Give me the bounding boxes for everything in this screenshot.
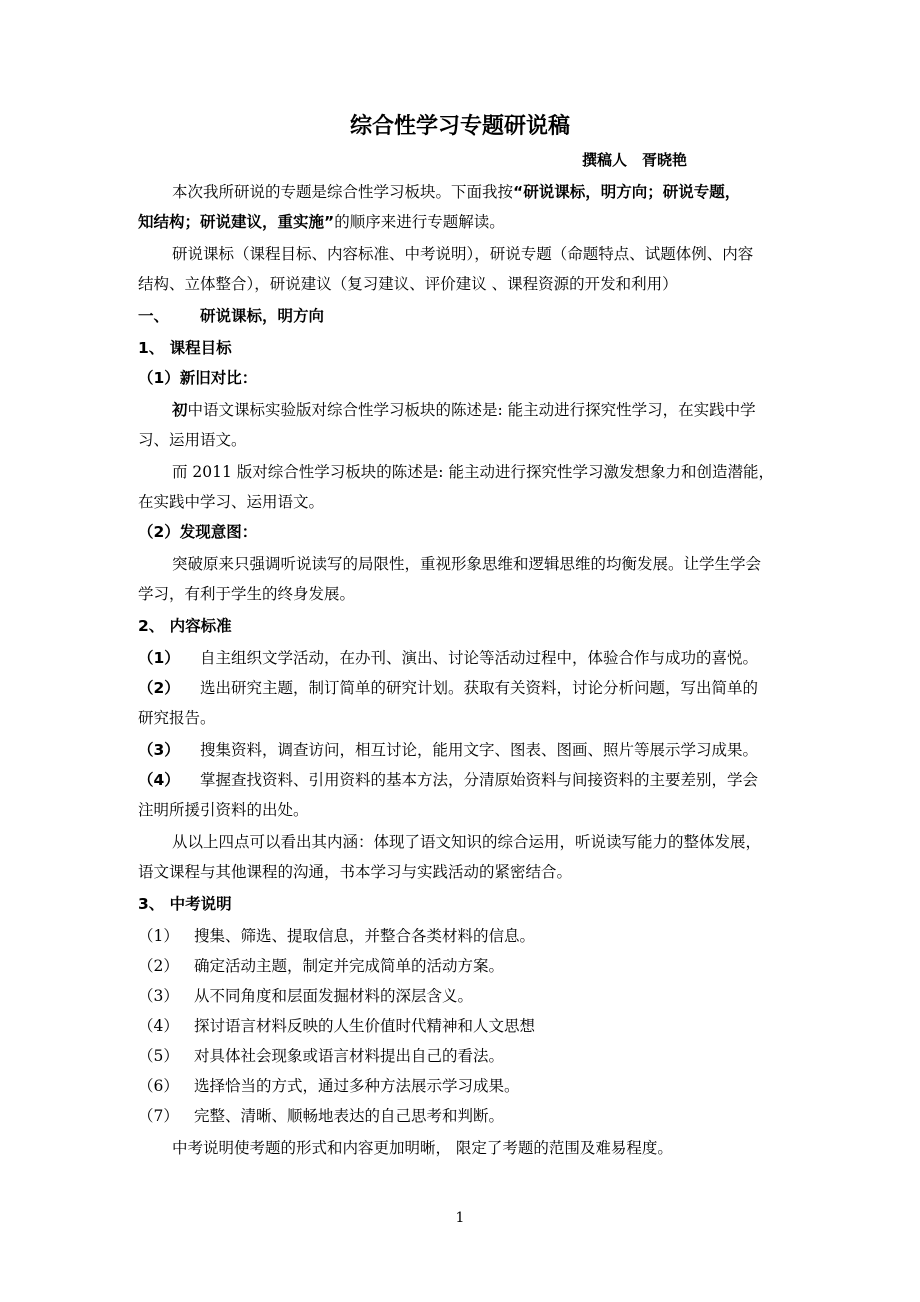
sub-2-item-4-text: 掌握查找资料、引用资料的基本方法，分清原始资料与间接资料的主要差别，学会 — [200, 771, 759, 789]
outline-line-1: 研说课标（课程目标、内容标准、中考说明），研说专题（命题特点、试题体例、内容 — [172, 245, 754, 263]
sub-3-item-1-number: （1） — [138, 927, 179, 945]
sub-3-item-3 — [138, 986, 788, 1006]
sub-2-item-3 — [138, 740, 788, 760]
sub-2-item-4-number: （4） — [138, 771, 180, 789]
sub-3-item-3-text: 从不同角度和层面发掘材料的深层含义。 — [194, 987, 474, 1005]
sub-3-item-2-text: 确定活动主题，制定并完成简单的活动方案。 — [194, 957, 505, 975]
section-1-title: 研说课标，明方向 — [200, 307, 325, 325]
sub-3-item-2-number: （2） — [138, 957, 179, 975]
sub-1-p1-heading: （1）新旧对比： — [138, 369, 258, 387]
sub-1-p1-a-rest: 中语文课标实验版对综合性学习板块的陈述是: 能主动进行探究性学习，在实践中学 — [187, 401, 756, 419]
outline-line-2: 结构、立体整合），研说建议（复习建议、评价建议 、课程资源的开发和利用） — [138, 275, 678, 293]
sub-1-p1-a-first-char: 初 — [172, 401, 188, 419]
author-line: 撰稿人 胥晓艳 — [582, 151, 688, 169]
sub-2-item-3-number: （3） — [138, 741, 180, 759]
sub-2-item-2-text: 选出研究主题，制订简单的研究计划。获取有关资料，讨论分析问题，写出简单的 — [200, 679, 759, 697]
sub-1-p2-line-1: 突破原来只强调听说读写的局限性，重视形象思维和逻辑思维的均衡发展。让学生学会 — [172, 555, 762, 573]
sub-2-item-3-text: 搜集资料，调查访问，相互讨论，能用文字、图表、图画、照片等展示学习成果。 — [200, 741, 759, 759]
sub-1-p2-heading: （2）发现意图： — [138, 523, 258, 541]
sub-3-item-1 — [138, 926, 788, 946]
sub-2-item-1-text: 自主组织文学活动，在办刊、演出、讨论等活动过程中，体验合作与成功的喜悦。 — [200, 649, 759, 667]
sub-3-item-6-number: （6） — [138, 1077, 179, 1095]
intro-line-1 — [138, 182, 822, 202]
sub-2-item-2-continued: 研究报告。 — [138, 709, 216, 727]
sub-2-item-1-number: （1） — [138, 649, 180, 667]
sub-3-item-3-number: （3） — [138, 987, 179, 1005]
section-1-number: 一、 — [138, 307, 170, 325]
sub-2-heading: 2、 内容标准 — [138, 617, 232, 635]
sub-3-item-4 — [138, 1016, 788, 1036]
sub-2-summary-line-1: 从以上四点可以看出其内涵：体现了语文知识的综合运用，听说读写能力的整体发展， — [172, 833, 762, 851]
sub-1-p2-line-2: 学习，有利于学生的终身发展。 — [138, 585, 356, 603]
sub-3-item-5-text: 对具体社会现象或语言材料提出自己的看法。 — [194, 1047, 505, 1065]
sub-3-heading: 3、 中考说明 — [138, 895, 232, 913]
page-number: 1 — [455, 1210, 465, 1226]
sub-3-summary: 中考说明使考题的形式和内容更加明晰， 限定了考题的范围及难易程度。 — [172, 1139, 673, 1157]
intro-text-a: 本次我所研说的专题是综合性学习板块。下面我按 — [172, 183, 514, 201]
intro-text-b: 的顺序来进行专题解读。 — [334, 213, 505, 231]
sub-2-item-1 — [138, 648, 788, 668]
intro-bold-b: 知结构；研说建议，重实施” — [138, 213, 335, 231]
sub-3-item-7-number: （7） — [138, 1107, 179, 1125]
intro-line-2 — [138, 212, 788, 232]
sub-1-p1-b-line-2: 在实践中学习、运用语文。 — [138, 493, 325, 511]
sub-3-item-2 — [138, 956, 788, 976]
sub-3-item-7 — [138, 1106, 788, 1126]
sub-3-item-1-text: 搜集、筛选、提取信息，并整合各类材料的信息。 — [194, 927, 536, 945]
sub-2-item-4 — [138, 770, 788, 790]
sub-2-summary-line-2: 语文课程与其他课程的沟通，书本学习与实践活动的紧密结合。 — [138, 863, 573, 881]
sub-3-item-7-text: 完整、清晰、顺畅地表达的自己思考和判断。 — [194, 1107, 505, 1125]
sub-1-p1-b-line-1: 而 2011 版对综合性学习板块的陈述是: 能主动进行探究性学习激发想象力和创造潜能， — [172, 463, 774, 481]
sub-1-p1-a-line-2: 习、运用语文。 — [138, 431, 247, 449]
document-title: 综合性学习专题研说稿 — [349, 114, 570, 139]
sub-2-item-2-number: （2） — [138, 679, 180, 697]
sub-2-item-2 — [138, 678, 788, 698]
sub-1-heading: 1、 课程目标 — [138, 339, 232, 357]
sub-3-item-5 — [138, 1046, 788, 1066]
sub-2-item-4-continued: 注明所援引资料的出处。 — [138, 801, 309, 819]
section-1-heading — [138, 306, 788, 326]
sub-3-item-4-number: （4） — [138, 1017, 179, 1035]
sub-3-item-5-number: （5） — [138, 1047, 179, 1065]
sub-3-item-6 — [138, 1076, 788, 1096]
sub-3-item-6-text: 选择恰当的方式，通过多种方法展示学习成果。 — [194, 1077, 520, 1095]
sub-1-p1-a-line-1 — [138, 400, 822, 420]
sub-3-item-4-text: 探讨语言材料反映的人生价值时代精神和人文思想 — [194, 1017, 536, 1035]
intro-bold-a: “研说课标，明方向；研说专题， — [513, 183, 741, 201]
